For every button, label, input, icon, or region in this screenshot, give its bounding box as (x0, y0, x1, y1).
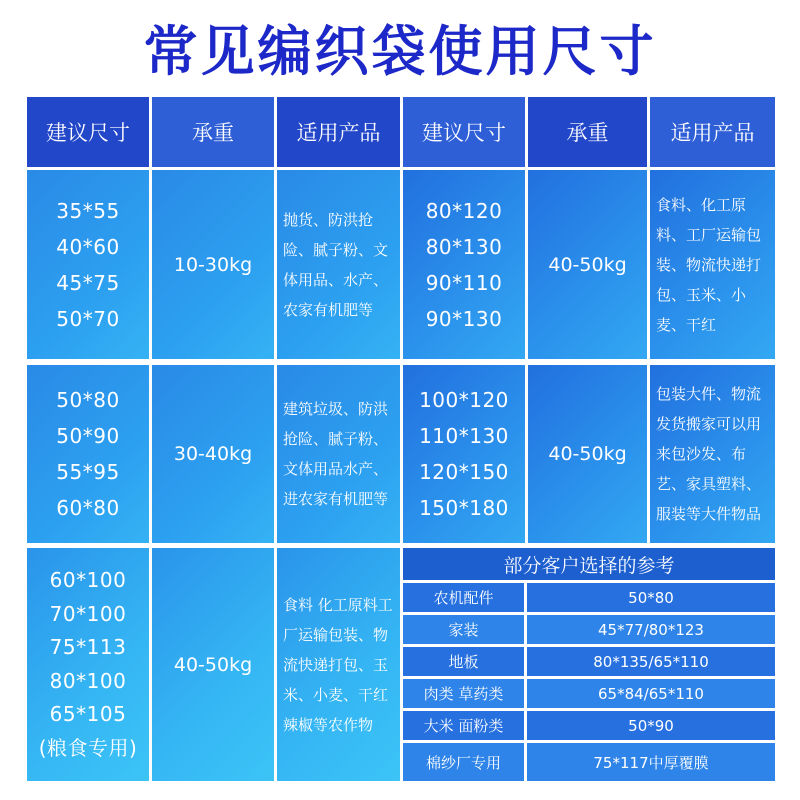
row2-right-products: 包装大件、物流发货搬家可以用来包沙发、布艺、家具塑料、服装等大件物品 (650, 365, 775, 543)
reference-value: 50*80 (527, 583, 775, 612)
row1-right-sizes: 80*120 80*130 90*110 90*130 (403, 170, 525, 359)
reference-value: 75*117中厚覆膜 (527, 743, 775, 781)
header-weight-left: 承重 (152, 97, 274, 167)
row2-left-products: 建筑垃圾、防洪抢险、腻子粉、文体用品水产、进农家有机肥等 (277, 365, 400, 543)
header-size-right: 建议尺寸 (403, 97, 525, 167)
row1-left-products: 抛货、防洪抢险、腻子粉、文体用品、水产、农家有机肥等 (277, 170, 400, 359)
row1-left-weight: 10-30kg (152, 170, 274, 359)
reference-label: 肉类 草药类 (403, 679, 524, 708)
row1-right-products: 食料、化工原料、工厂运输包装、物流快递打包、玉米、小麦、干红 (650, 170, 775, 359)
row2-left-weight: 30-40kg (152, 365, 274, 543)
reference-title: 部分客户选择的参考 (403, 548, 775, 580)
header-weight-right: 承重 (528, 97, 647, 167)
reference-value: 80*135/65*110 (527, 647, 775, 676)
reference-label: 农机配件 (403, 583, 524, 612)
reference-label: 大米 面粉类 (403, 711, 524, 740)
row2-left-sizes: 50*80 50*90 55*95 60*80 (27, 365, 149, 543)
size-table (27, 97, 775, 781)
page-title: 常见编织袋使用尺寸 (143, 20, 657, 83)
reference-label: 家装 (403, 615, 524, 644)
row3-left-sizes: 60*100 70*100 75*113 80*100 65*105 (粮食专用) (27, 548, 149, 781)
row1-right-weight: 40-50kg (528, 170, 647, 359)
row3-left-weight: 40-50kg (152, 548, 274, 781)
reference-value: 65*84/65*110 (527, 679, 775, 708)
header-products-left: 适用产品 (277, 97, 400, 167)
header-products-right: 适用产品 (650, 97, 775, 167)
reference-label: 地板 (403, 647, 524, 676)
row3-left-products: 食料 化工原料工厂运输包装、物流快递打包、玉米、小麦、干红辣椒等农作物 (277, 548, 400, 781)
row2-right-sizes: 100*120 110*130 120*150 150*180 (403, 365, 525, 543)
reference-value: 45*77/80*123 (527, 615, 775, 644)
reference-value: 50*90 (527, 711, 775, 740)
row1-left-sizes: 35*55 40*60 45*75 50*70 (27, 170, 149, 359)
reference-label: 棉纱厂专用 (403, 743, 524, 781)
row2-right-weight: 40-50kg (528, 365, 647, 543)
header-size-left: 建议尺寸 (27, 97, 149, 167)
